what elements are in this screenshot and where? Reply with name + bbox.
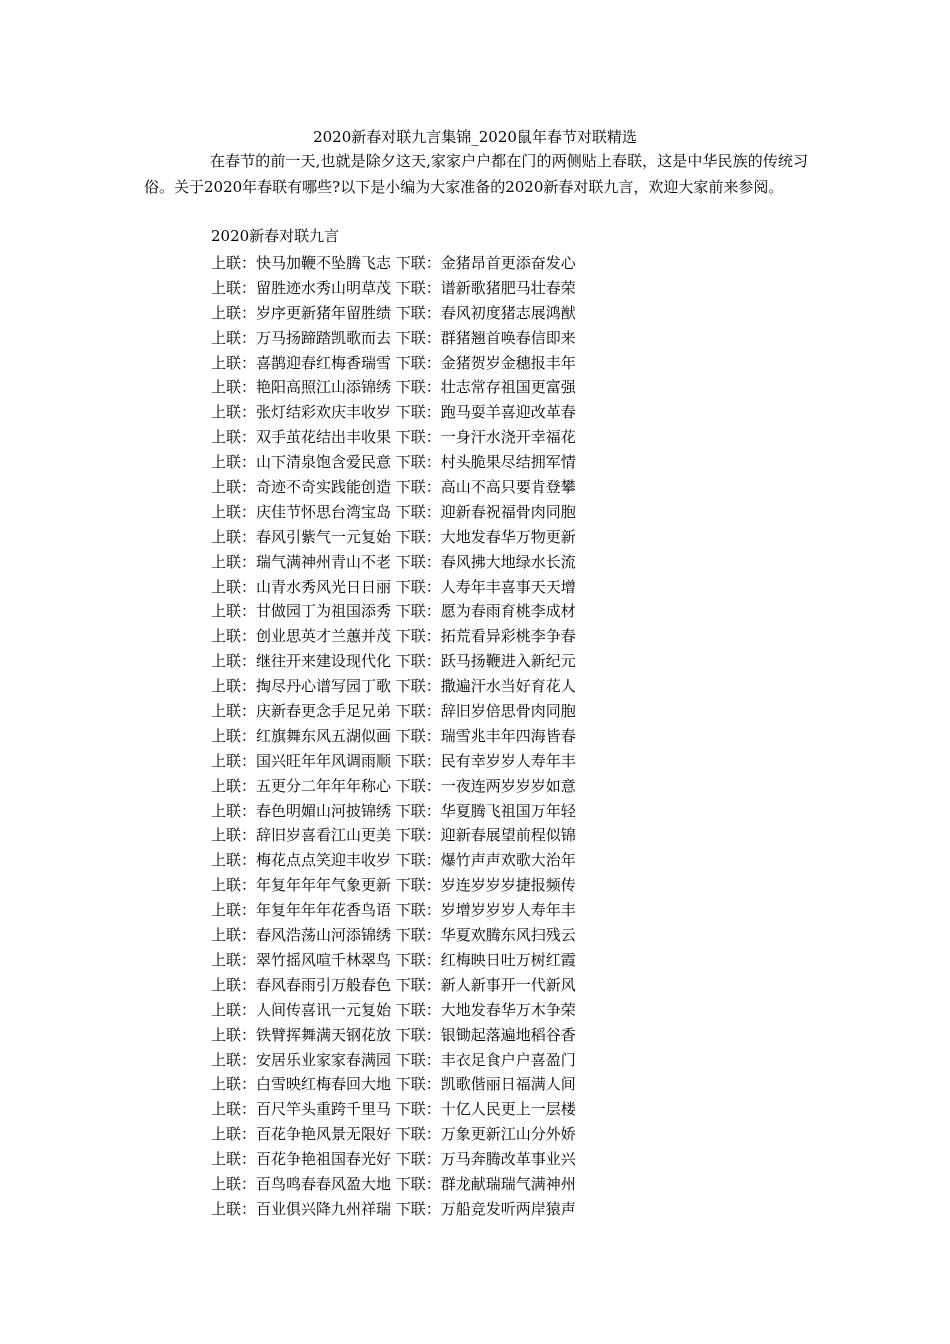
couplet-line: 上联：年复年年年气象更新 下联：岁连岁岁岁捷报频传: [211, 876, 576, 895]
couplet-line: 上联：春风引紫气一元复始 下联：大地发春华万物更新: [211, 527, 576, 546]
couplet-line: 上联：安居乐业家家春满园 下联：丰衣足食户户喜盈门: [211, 1050, 576, 1069]
couplet-line: 上联：铁臂挥舞满天钢花放 下联：银锄起落遍地稻谷香: [211, 1025, 576, 1044]
couplet-line: 上联：百业俱兴降九州祥瑞 下联：万船竞发听两岸猿声: [211, 1199, 576, 1218]
couplet-line: 上联：快马加鞭不坠腾飞志 下联：金猪昂首更添奋发心: [211, 254, 576, 272]
couplet-line: 上联：国兴旺年年风调雨顺 下联：民有幸岁岁人寿年丰: [211, 751, 576, 770]
couplet-line: 上联：艳阳高照江山添锦绣 下联：壮志常存祖国更富强: [211, 378, 576, 397]
couplet-line: 上联：百花争艳风景无限好 下联：万象更新江山分外娇: [211, 1125, 576, 1144]
couplet-line: 上联：创业思英才兰蕙并茂 下联：拓荒看异彩桃李争春: [211, 627, 576, 646]
couplet-line: 上联：双手茧花结出丰收果 下联：一身汗水浇开幸福花: [211, 428, 576, 447]
couplet-line: 上联：继往开来建设现代化 下联：跃马扬鞭进入新纪元: [211, 652, 576, 671]
couplet-line: 上联：梅花点点笑迎丰收岁 下联：爆竹声声欢歌大治年: [211, 851, 576, 870]
couplet-line: 上联：百鸟鸣春春风盈大地 下联：群龙献瑞瑞气满神州: [211, 1174, 576, 1193]
couplet-line: 上联：庆新春更念手足兄弟 下联：辞旧岁倍思骨肉同胞: [211, 702, 576, 721]
couplet-line: 上联：白雪映红梅春回大地 下联：凯歌偕丽日福满人间: [211, 1075, 576, 1094]
couplet-line: 上联：山青水秀风光日日丽 下联：人寿年丰喜事天天增: [211, 577, 576, 596]
couplet-line: 上联：翠竹摇风喧千林翠鸟 下联：红梅映日吐万树红霞: [211, 950, 576, 969]
section-heading: 2020新春对联九言: [211, 227, 340, 245]
couplet-line: 上联：甘做园丁为祖国添秀 下联：愿为春雨育桃李成材: [211, 602, 576, 621]
couplet-line: 上联：春色明媚山河披锦绣 下联：华夏腾飞祖国万年轻: [211, 801, 576, 820]
couplet-line: 上联：人间传喜讯一元复始 下联：大地发春华万木争荣: [211, 1000, 576, 1019]
couplet-line: 上联：年复年年年花香鸟语 下联：岁增岁岁岁人寿年丰: [211, 901, 576, 920]
document-title: 2020新春对联九言集锦_2020鼠年春节对联精选: [313, 128, 637, 146]
couplet-line: 上联：春风浩荡山河添锦绣 下联：华夏欢腾东风扫残云: [211, 926, 576, 945]
couplet-line: 上联：奇迹不奇实践能创造 下联：高山不高只要肯登攀: [211, 478, 576, 497]
couplet-line: 上联：岁序更新猪年留胜绩 下联：春风初度猪志展鸿猷: [211, 303, 576, 322]
couplet-line: 上联：庆佳节怀思台湾宝岛 下联：迎新春祝福骨肉同胞: [211, 502, 576, 521]
couplet-list: [211, 251, 576, 1222]
intro-paragraph: 在春节的前一天,也就是除夕这天,家家户户都在门的两侧贴上春联，这是中华民族的传统习俗。关于2020年春联有哪些?以下是小编为大家准备的2020新春对联九言，欢迎大家前来参阅。: [144, 152, 808, 196]
couplet-line: 上联：山下清泉饱含爱民意 下联：村头脆果尽结拥军情: [211, 453, 576, 472]
couplet-line: 上联：春风春雨引万般春色 下联：新人新事开一代新风: [211, 975, 576, 994]
couplet-line: 上联：万马扬蹄踏凯歌而去 下联：群猪翘首唤春信即来: [211, 328, 576, 347]
couplet-line: 上联：百花争艳祖国春光好 下联：万马奔腾改革事业兴: [211, 1150, 576, 1169]
couplet-line: 上联：喜鹊迎春红梅香瑞雪 下联：金猪贺岁金穗报丰年: [211, 353, 576, 372]
couplet-line: 上联：留胜迹水秀山明草茂 下联：谱新歌猪肥马壮春荣: [211, 278, 576, 297]
couplet-line: 上联：辞旧岁喜看江山更美 下联：迎新春展望前程似锦: [211, 826, 576, 845]
couplet-line: 上联：瑞气满神州青山不老 下联：春风拂大地绿水长流: [211, 552, 576, 571]
couplet-line: 上联：红旗舞东风五湖似画 下联：瑞雪兆丰年四海皆春: [211, 726, 576, 745]
couplet-line: 上联：百尺竿头重跨千里马 下联：十亿人民更上一层楼: [211, 1100, 576, 1119]
couplet-line: 上联：掏尽丹心谱写园丁歌 下联：撒遍汗水当好育花人: [211, 677, 576, 696]
couplet-line: 上联：张灯结彩欢庆丰收岁 下联：跑马耍羊喜迎改革春: [211, 403, 576, 422]
couplet-line: 上联：五更分二年年年称心 下联：一夜连两岁岁岁如意: [211, 776, 576, 795]
